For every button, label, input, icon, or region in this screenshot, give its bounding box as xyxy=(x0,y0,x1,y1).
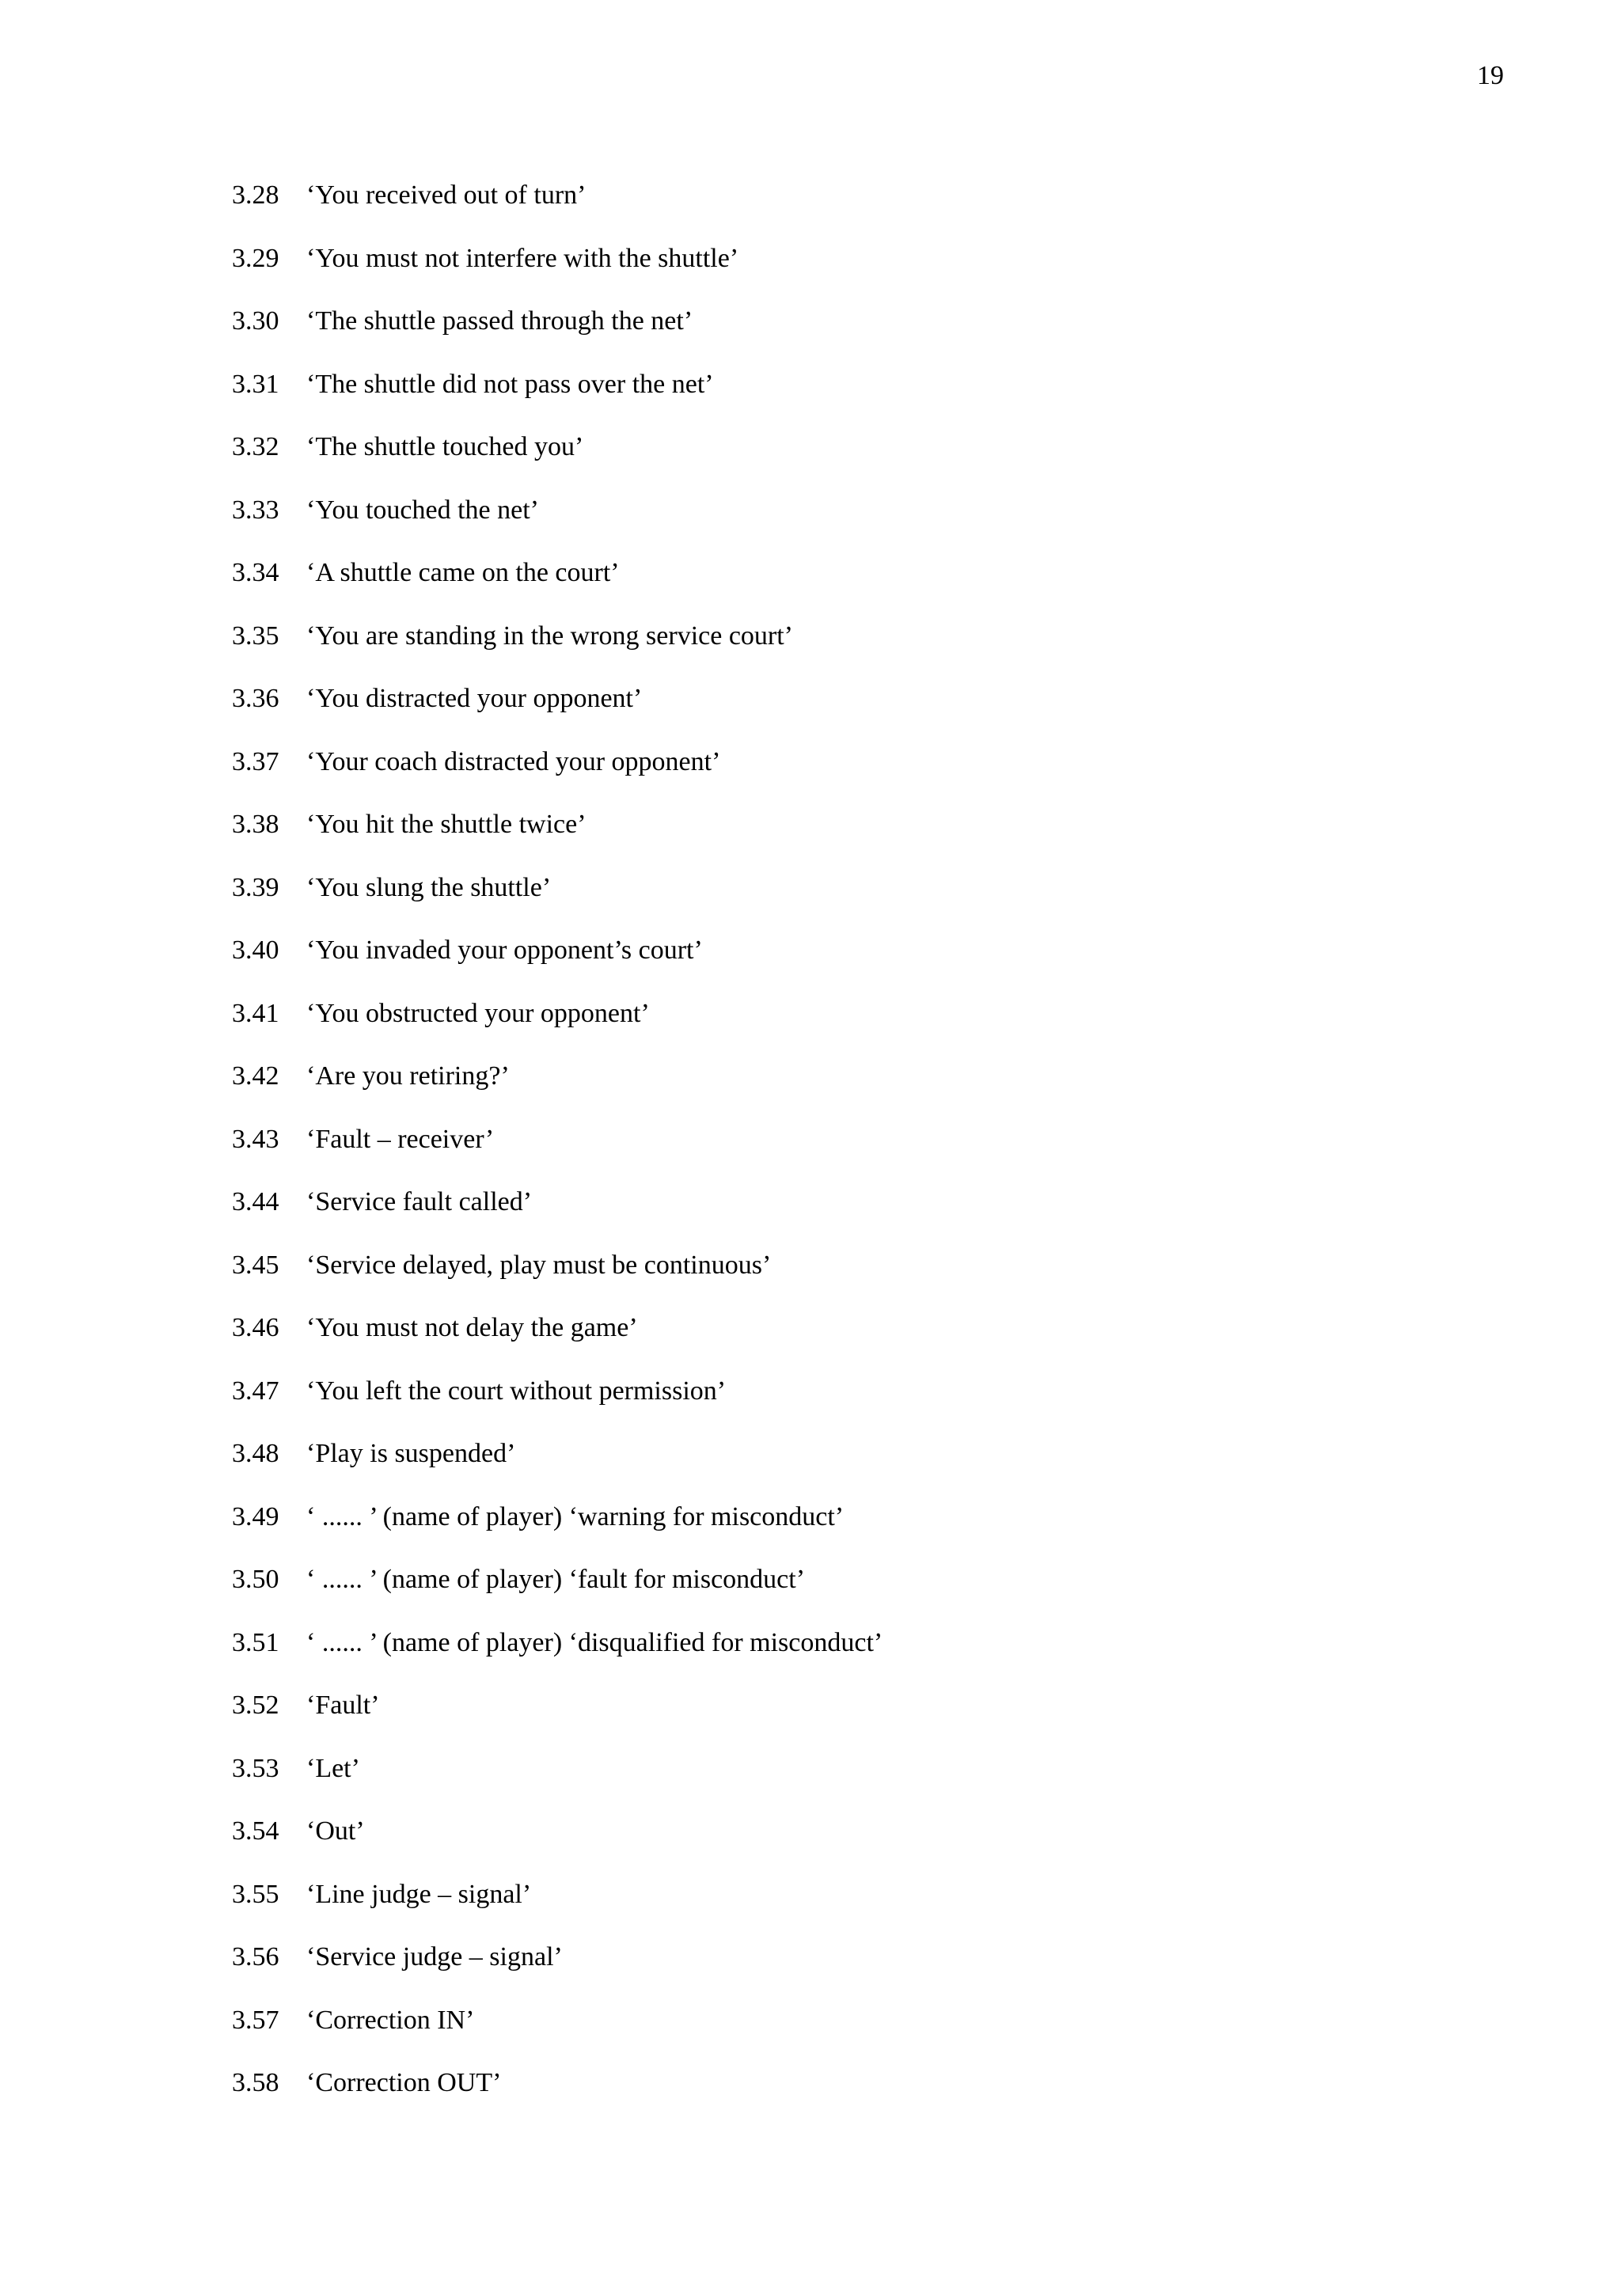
item-number: 3.46 xyxy=(232,1313,279,1342)
item-number: 3.31 xyxy=(232,369,279,399)
item-number: 3.48 xyxy=(232,1439,279,1468)
list-item xyxy=(232,1184,883,1247)
item-number: 3.56 xyxy=(232,1942,279,1972)
item-text: ‘Service delayed, play must be continuous’ xyxy=(306,1250,772,1280)
list-item xyxy=(232,303,883,366)
item-text: ‘You slung the shuttle’ xyxy=(306,872,552,902)
list-item xyxy=(232,996,883,1059)
item-number: 3.35 xyxy=(232,620,279,651)
item-number: 3.30 xyxy=(232,306,279,336)
item-text: ‘Are you retiring?’ xyxy=(306,1061,510,1091)
item-number: 3.45 xyxy=(232,1250,279,1280)
item-text: ‘You must not interfere with the shuttle’ xyxy=(306,243,739,273)
list-item xyxy=(232,932,883,996)
item-number: 3.53 xyxy=(232,1753,279,1783)
list-item xyxy=(232,1247,883,1311)
item-text: ‘ ...... ’ (name of player) ‘fault for misconduct’ xyxy=(306,1565,806,1594)
item-text: ‘Fault’ xyxy=(306,1691,380,1720)
item-text: ‘You touched the net’ xyxy=(306,495,539,525)
list-item xyxy=(232,241,883,304)
item-number: 3.55 xyxy=(232,1879,279,1909)
item-text: ‘A shuttle came on the court’ xyxy=(306,558,620,587)
item-text: ‘Line judge – signal’ xyxy=(306,1879,532,1909)
item-text: ‘Correction OUT’ xyxy=(306,2068,502,2097)
item-text: ‘Correction IN’ xyxy=(306,2005,475,2035)
list-item xyxy=(232,1877,883,1940)
list-item xyxy=(232,1058,883,1121)
item-number: 3.42 xyxy=(232,1061,279,1091)
list-item xyxy=(232,1373,883,1436)
item-text: ‘ ...... ’ (name of player) ‘warning for misconduct’ xyxy=(306,1501,845,1531)
item-number: 3.39 xyxy=(232,872,279,902)
item-number: 3.44 xyxy=(232,1187,279,1216)
list-item xyxy=(232,806,883,870)
list-item xyxy=(232,177,883,241)
list-item xyxy=(232,1436,883,1499)
item-text: ‘Service judge – signal’ xyxy=(306,1942,563,1972)
item-number: 3.49 xyxy=(232,1501,279,1531)
list-item xyxy=(232,870,883,933)
item-text: ‘The shuttle touched you’ xyxy=(306,432,584,461)
list-item xyxy=(232,618,883,681)
item-text: ‘You must not delay the game’ xyxy=(306,1313,638,1342)
item-number: 3.38 xyxy=(232,810,279,839)
item-number: 3.37 xyxy=(232,746,279,776)
item-number: 3.50 xyxy=(232,1565,279,1594)
item-text: ‘The shuttle did not pass over the net’ xyxy=(306,369,714,399)
item-text: ‘The shuttle passed through the net’ xyxy=(306,306,693,336)
list-item xyxy=(232,1625,883,1688)
list-item xyxy=(232,1121,883,1185)
item-number: 3.52 xyxy=(232,1691,279,1720)
item-text: ‘You are standing in the wrong service court’ xyxy=(306,620,794,651)
item-text: ‘Let’ xyxy=(306,1753,360,1783)
list-item xyxy=(232,1499,883,1562)
item-text: ‘Your coach distracted your opponent’ xyxy=(306,746,721,776)
item-number: 3.29 xyxy=(232,243,279,273)
list-item xyxy=(232,429,883,492)
item-text: ‘Out’ xyxy=(306,1816,365,1846)
item-number: 3.41 xyxy=(232,998,279,1028)
item-number: 3.58 xyxy=(232,2068,279,2097)
list-item xyxy=(232,1939,883,2002)
item-number: 3.32 xyxy=(232,432,279,461)
item-text: ‘You distracted your opponent’ xyxy=(306,684,643,713)
item-text: ‘Service fault called’ xyxy=(306,1187,533,1216)
list-item xyxy=(232,681,883,744)
item-number: 3.43 xyxy=(232,1124,279,1154)
list-item xyxy=(232,2065,883,2128)
item-text: ‘You obstructed your opponent’ xyxy=(306,998,650,1028)
list-item xyxy=(232,1813,883,1877)
item-text: ‘You left the court without permission’ xyxy=(306,1376,727,1406)
list-item xyxy=(232,555,883,618)
item-number: 3.54 xyxy=(232,1816,279,1846)
item-text: ‘You invaded your opponent’s court’ xyxy=(306,935,703,965)
item-number: 3.40 xyxy=(232,935,279,965)
item-number: 3.28 xyxy=(232,180,279,210)
item-number: 3.57 xyxy=(232,2005,279,2035)
list-item xyxy=(232,744,883,807)
item-text: ‘You received out of turn’ xyxy=(306,180,587,210)
item-text: ‘Play is suspended’ xyxy=(306,1439,516,1468)
list-item xyxy=(232,1687,883,1751)
item-text: ‘You hit the shuttle twice’ xyxy=(306,810,587,839)
item-number: 3.51 xyxy=(232,1627,279,1657)
list-item xyxy=(232,1751,883,1814)
item-text: ‘ ...... ’ (name of player) ‘disqualified for misconduct’ xyxy=(306,1627,883,1657)
list-item xyxy=(232,492,883,556)
list-item xyxy=(232,2002,883,2066)
page-number: 19 xyxy=(1477,61,1504,90)
list-item xyxy=(232,1310,883,1373)
item-number: 3.34 xyxy=(232,558,279,587)
item-number: 3.33 xyxy=(232,495,279,525)
list-item xyxy=(232,1562,883,1625)
item-text: ‘Fault – receiver’ xyxy=(306,1124,495,1154)
list-item xyxy=(232,366,883,430)
terminology-list xyxy=(232,177,883,2128)
item-number: 3.36 xyxy=(232,684,279,713)
item-number: 3.47 xyxy=(232,1376,279,1406)
